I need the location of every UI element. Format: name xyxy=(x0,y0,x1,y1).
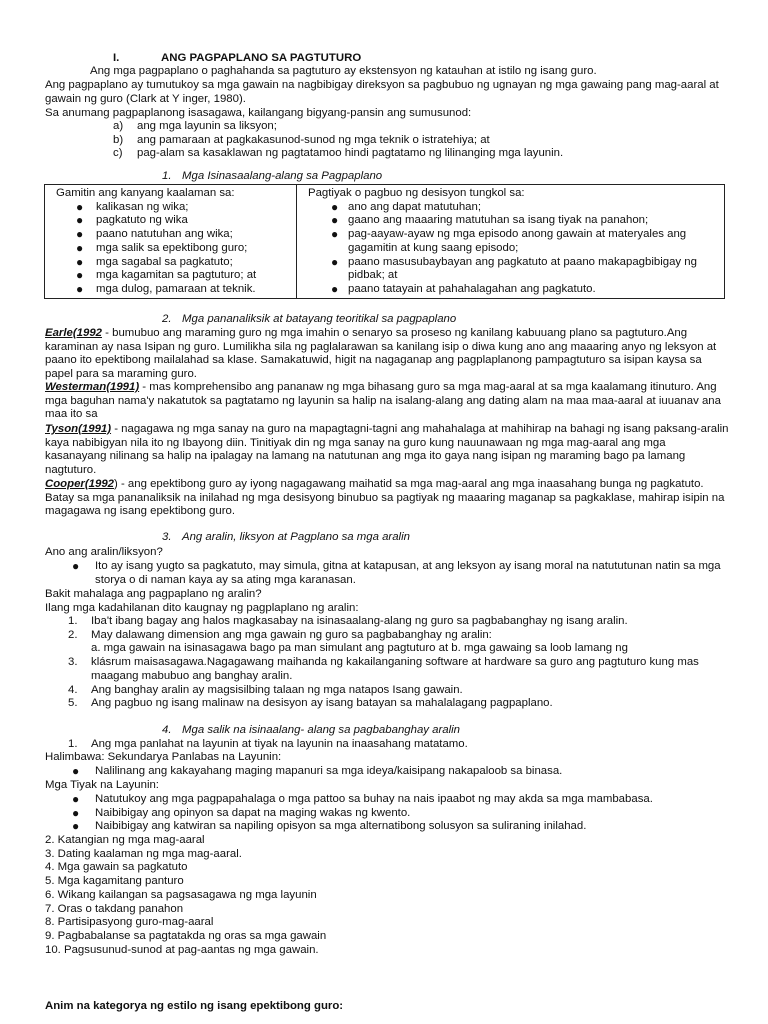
list-item: ● ano ang dapat matutuhan; xyxy=(331,199,482,214)
author-name: Cooper(1992 xyxy=(45,478,115,490)
bullet-icon: ● xyxy=(331,199,339,214)
list-item: 5. Mga kagamitang panturo xyxy=(45,875,184,888)
numbered-list xyxy=(68,615,728,711)
bullet-list xyxy=(72,765,722,779)
bullet-list xyxy=(72,793,722,834)
bullet-icon: ● xyxy=(72,559,80,573)
list-item: a) ang mga layunin sa liksyon; xyxy=(113,120,277,132)
table-right-header: Pagtiyak o pagbuo ng desisyon tungkol sa: xyxy=(308,187,525,199)
bullet-icon: ● xyxy=(331,213,339,228)
list-item: ● gaano ang maaaring matutuhan sa isang tiyak na panahon; xyxy=(331,213,649,228)
list-item: 4. Ang banghay aralin ay magsisilbing talaan ng mga natapos Isang gawain. xyxy=(68,683,463,696)
author-name: Earle(1992 xyxy=(45,327,102,339)
author-name: Tyson(1991) xyxy=(45,423,112,435)
list-item: 1. Iba't ibang bagay ang halos magkasabay na isinasaalang-alang ng guro sa pagbabanghay ng isang aralin. xyxy=(68,615,628,627)
list-item: ● paano natutuhan ang wika; xyxy=(76,227,233,242)
list-item: 8. Partisipasyong guro-mag-aaral xyxy=(45,916,214,929)
bullet-icon: ● xyxy=(76,227,84,242)
numbered-list xyxy=(68,738,728,752)
table-left-header: Gamitin ang kanyang kaalaman sa: xyxy=(56,187,235,199)
paragraph: Ang pagpaplano ay tumutukoy sa mga gawain na nagbibigay direksyon sa pagbubuo ng ugnayan ng mga gawaing pang mag-aaral at gawain ng guro (Clark at Y inger, 1980). xyxy=(45,79,719,105)
subsection-title: 2. Mga pananaliksik at batayang teoritikal sa pagpaplano xyxy=(162,313,457,325)
bullet-icon: ● xyxy=(76,213,84,228)
research-entry: Westerman(1991) - mas komprehensibo ang pananaw ng mga bihasang guro sa mga mag-aaral at sa mga kaalamang itinuturo. Ang mga baguhan nama'y nakatutok sa pagtatamo ng layunin sa halip na isalang-alang ang dating alam na maa maa-aaral at iuuanav ana maa ito sa xyxy=(45,381,721,421)
table-left-column xyxy=(45,185,297,299)
list-item: a. mga gawain na isinasagawa bago pa man simulant ang pagtuturo at b. mga gawaing sa loob lamang ng xyxy=(91,642,628,655)
list-item: ● mga dulog, pamaraan at teknik. xyxy=(76,281,256,296)
paragraph: Ilang mga kadahilanan dito kaugnay ng pagplaplano ng aralin: xyxy=(45,602,359,614)
bullet-icon: ● xyxy=(331,281,339,296)
paragraph: Halimbawa: Sekundarya Panlabas na Layunin: xyxy=(45,751,282,763)
list-item: 1. Ang mga panlahat na layunin at tiyak na layunin na inaasahang matatamo. xyxy=(68,738,468,750)
research-entry: Tyson(1991) - nagagawa ng mga sanay na guro na mapagtagni-tagni ang mahahalaga at mahihirap na bahagi ng isang paksang-aralin kaya nabibigyan nila ito ng Ibayong diin. Tinitiyak din ng mga sanay na guro kung nauunawaan ng mga mag-aaral ang mga kasanayang nilinang sa halip na ipalagay na lamang na natutunan ang mga ito gaya nang isipan ng maraming bago pa lamang nagtuturo. xyxy=(45,423,729,477)
bullet-icon: ● xyxy=(76,240,84,255)
list-item: 5. Ang pagbuo ng isang malinaw na desisyon ay isang batayan sa mahalalagang pagpaplano. xyxy=(68,697,553,710)
bullet-icon: ● xyxy=(76,281,84,296)
list-item: ● mga salik sa epektibong guro; xyxy=(76,240,248,255)
list-item: b) ang pamaraan at pagkakasunod-sunod ng mga teknik o istratehiya; at xyxy=(113,133,490,146)
list-item: 9. Pagbabalanse sa pagtatakda ng oras sa mga gawain xyxy=(45,929,327,942)
bullet-icon: ● xyxy=(331,227,339,242)
bullet-icon: ● xyxy=(72,792,80,806)
subsection-title: 3. Ang aralin, liksyon at Pagplano sa mga aralin xyxy=(162,531,410,543)
bullet-icon: ● xyxy=(76,254,84,269)
list-item: 6. Wikang kailangan sa pagsasagawa ng mga layunin xyxy=(45,888,317,901)
bullet-icon: ● xyxy=(72,819,80,834)
lettered-list xyxy=(113,120,713,161)
list-item: ● kalikasan ng wika; xyxy=(76,199,189,214)
section-title: I. ANG PAGPAPLANO SA PAGTUTURO xyxy=(45,52,730,66)
paragraph: Ang mga pagpaplano o paghahanda sa pagtuturo ay ekstensyon ng katauhan at istilo ng isang guro. xyxy=(90,65,597,77)
table-left-list xyxy=(49,201,292,297)
paragraph: Sa anumang pagpaplanong isasagawa, kailangang bigyang-pansin ang sumusunod: xyxy=(45,107,472,119)
list-item: 3. Dating kaalaman ng mga mag-aaral. xyxy=(45,847,242,860)
bullet-icon: ● xyxy=(72,805,80,820)
list-item: 4. Mga gawain sa pagkatuto xyxy=(45,861,188,874)
table-right-list xyxy=(301,201,720,297)
list-item: ● pag-aayaw-ayaw ng mga episodo anong gawain at materyales ang gagamitin at kung saang episodo; xyxy=(331,227,687,254)
list-item: ● mga sagabal sa pagkatuto; xyxy=(76,254,233,269)
table-right-column xyxy=(297,185,725,299)
list-item: 2. Katangian ng mga mag-aaral xyxy=(45,834,205,846)
author-name: Westerman(1991) xyxy=(45,381,140,393)
list-item: ● mga kagamitan sa pagtuturo; at xyxy=(76,268,257,283)
numbered-factors xyxy=(45,834,730,957)
list-item: 2. May dalawang dimension ang mga gawain ng guro sa pagbabanghay ng aralin: xyxy=(68,628,492,641)
list-item: ● Naibibigay ang opinyon sa dapat na maging wakas ng kwento. xyxy=(72,805,411,820)
bullet-icon: ● xyxy=(331,254,339,269)
research-entry: Earle(1992 - bumubuo ang maraming guro ng mga imahin o senaryo sa proseso ng kanilang kabuuang plano sa pagtuturo.Ang karaminan ay nasa Isipan ng guro. Lumilikha sila ng paglalarawan sa kanilang isip o diwa kung ano ang maaaring anyo ng leksyon at paano ito epektibong mailalahad sa klase. Samakatuwid, higit na nagaganap ang pagplaplanong pampagtuturo sa isipan kaysa sa papel para sa maraming guro. xyxy=(45,327,717,381)
bullet-list xyxy=(72,560,722,587)
bullet-icon: ● xyxy=(72,764,80,778)
bullet-icon: ● xyxy=(76,199,84,214)
list-item: ● Natutukoy ang mga pagpapahalaga o mga pattoo sa buhay na nais ipaabot ng may akda sa mga mambabasa. xyxy=(72,792,653,806)
question: Ano ang aralin/liksyon? xyxy=(45,546,163,558)
list-item: 10. Pagsusunud-sunod at pag-aantas ng mga gawain. xyxy=(45,943,319,956)
bullet-icon: ● xyxy=(76,268,84,283)
list-item: ● paano tatayain at pahahalagahan ang pagkatuto. xyxy=(331,281,596,296)
section-number: I. xyxy=(113,52,120,64)
list-item: ● Ito ay isang yugto sa pagkatuto, may simula, gitna at katapusan, at ang leksyon ay isang moral na natututunan natin sa mga storya o di naman kaya ay sa ating mga karanasan. xyxy=(72,559,721,586)
list-item: c) pag-alam sa kasaklawan ng pagtatamoo hindi pagtatamo ng lilinanging mga layunin. xyxy=(113,147,564,160)
list-item: ● paano masusubaybayan ang pagkatuto at paano makapagbibigay ng pidbak; at xyxy=(331,254,697,282)
subsection-title: 4. Mga salik na isinaalang- alang sa pagbabanghay aralin xyxy=(162,724,460,736)
list-item: ● Nalilinang ang kakayahang maging mapanuri sa mga ideya/kaisipang nakapaloob sa binasa. xyxy=(72,764,563,778)
closing-heading: Anim na kategorya ng estilo ng isang epektibong guro: xyxy=(45,1000,344,1012)
paragraph: Mga Tiyak na Layunin: xyxy=(45,779,159,791)
list-item: 7. Oras o takdang panahon xyxy=(45,902,184,915)
research-entry: Cooper(1992) - ang epektibong guro ay iyong nagagawang maihatid sa mga mag-aaral ang mga inaasahang bunga ng pagkatuto. Batay sa mga pananaliksik na inilahad ng mga desisyong binubuo sa pagtiyak ng maaaring maganap sa pagkaklase, mahirap isipin na magagawa ng isang epektibong guro. xyxy=(45,478,725,518)
list-item: ● pagkatuto ng wika xyxy=(76,213,188,228)
question: Bakit mahalaga ang pagpaplano ng aralin? xyxy=(45,588,262,600)
list-item: ● Naibibigay ang katwiran sa napiling opisyon sa mga alternatibong solusyon sa suliraning inilahad. xyxy=(72,819,587,834)
subsection-title: 1. Mga Isinasaalang-alang sa Pagpaplano xyxy=(162,170,383,182)
considerations-table xyxy=(44,184,725,299)
list-item: 3. klásrum maisasagawa.Nagagawang maihanda ng kakailanganing software at hardware sa guro ang pagtuturo kung mas maagang mabubuo ang banghay aralin. xyxy=(68,656,699,682)
